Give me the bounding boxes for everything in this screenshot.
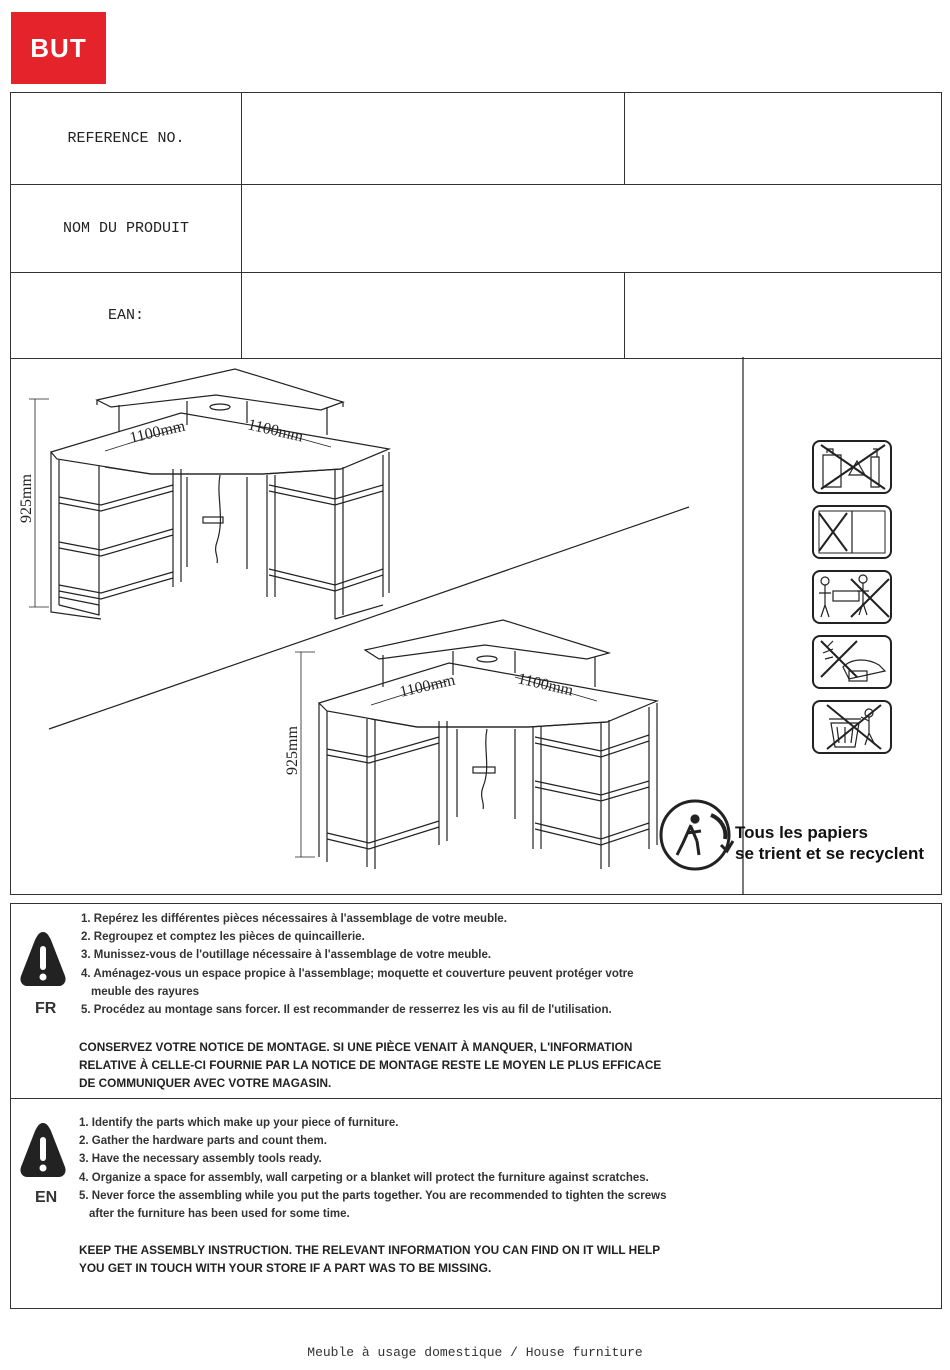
desk-drawings: [11, 357, 943, 895]
desk-drawing-1: [29, 369, 389, 619]
keep-notice-fr: [79, 1038, 661, 1093]
step-item: 4. Aménagez-vous un espace propice à l'assemblage; moquette et couverture peuvent protéger votre: [81, 967, 634, 980]
recycle-logo: [661, 801, 733, 869]
keep-line: KEEP THE ASSEMBLY INSTRUCTION. THE RELEVANT INFORMATION YOU CAN FIND ON IT WILL HELP: [79, 1243, 661, 1257]
step-item: after the furniture has been used for some time.: [89, 1208, 350, 1221]
recycle-line-2: se trient et se recyclent: [735, 844, 924, 863]
step-item: 4. Organize a space for assembly, wall carpeting or a blanket will protect the furniture against scratches.: [79, 1171, 649, 1184]
no-chemicals-icon: [813, 441, 891, 493]
desk2-height: 925mm: [284, 726, 301, 775]
step-item: 3. Have the necessary assembly tools ready.: [79, 1153, 322, 1166]
reference-label: REFERENCE NO.: [11, 93, 242, 185]
product-info-table: [10, 92, 942, 359]
desk2-width-right: 1100mm: [516, 670, 575, 700]
desk1-width-left: 1100mm: [128, 417, 187, 447]
desk-drawing-2: [295, 620, 657, 869]
keep-line: RELATIVE À CELLE-CI FOURNIE PAR LA NOTICE DE MONTAGE RESTE LE MOYEN LE PLUS EFFICACE: [79, 1058, 662, 1073]
step-item: 2. Gather the hardware parts and count them.: [79, 1135, 327, 1148]
ean-value: [242, 273, 625, 359]
recycle-line-1: Tous les papiers: [735, 823, 868, 842]
step-item: 5. Never force the assembling while you put the parts together. You are recommended to tighten the screws: [79, 1189, 667, 1202]
ean-extra: [625, 273, 942, 359]
step-item: 3. Munissez-vous de l'outillage nécessaire à l'assemblage de votre meuble.: [81, 949, 492, 962]
keep-line: YOU GET IN TOUCH WITH YOUR STORE IF A PART WAS TO BE MISSING.: [79, 1261, 492, 1276]
ean-label: EAN:: [11, 273, 242, 359]
reference-extra: [625, 93, 942, 185]
lang-label-en: EN: [35, 1189, 58, 1206]
two-person-assembly-icon: [813, 571, 891, 623]
no-moisture-icon: [813, 506, 891, 558]
step-item: meuble des rayures: [91, 985, 200, 998]
product-name-label: NOM DU PRODUIT: [11, 185, 242, 273]
desk2-width-left: 1100mm: [398, 671, 457, 701]
desk1-height: 925mm: [18, 474, 35, 523]
product-name-value: [242, 185, 942, 273]
footer-caption: Meuble à usage domestique / House furniture: [307, 1345, 643, 1360]
keep-line: CONSERVEZ VOTRE NOTICE DE MONTAGE. SI UNE PIÈCE VENAIT À MANQUER, L'INFORMATION: [79, 1040, 633, 1054]
warning-icon: [19, 928, 67, 988]
step-item: 1. Identify the parts which make up your piece of furniture.: [79, 1117, 399, 1129]
notice-fr: [10, 903, 942, 1099]
but-logo: [11, 12, 106, 84]
warning-icon: [19, 1119, 67, 1179]
assembly-steps-en: [79, 1114, 667, 1223]
keep-line: DE COMMUNIQUER AVEC VOTRE MAGASIN.: [79, 1076, 332, 1091]
step-item: 5. Procédez au montage sans forcer. Il est recommander de resserrez les vis au fil de l'utilisation.: [81, 1004, 612, 1017]
assembly-steps-fr: [81, 910, 634, 1019]
no-water-cleaning-icon: [813, 636, 891, 688]
step-item: 2. Regroupez et comptez les pièces de quincaillerie.: [81, 931, 365, 944]
lang-label-fr: FR: [35, 1000, 57, 1017]
recycle-message: [735, 822, 924, 864]
reference-value: [242, 93, 625, 185]
desk1-width-right: 1100mm: [246, 416, 305, 446]
keep-notice-en: [79, 1241, 660, 1277]
product-illustration-panel: [10, 357, 942, 895]
step-item: 1. Repérez les différentes pièces nécessaires à l'assemblage de votre meuble.: [81, 913, 507, 925]
notice-en: [10, 1098, 942, 1309]
no-trash-disposal-icon: [813, 701, 891, 753]
logo-text: BUT: [30, 32, 87, 63]
